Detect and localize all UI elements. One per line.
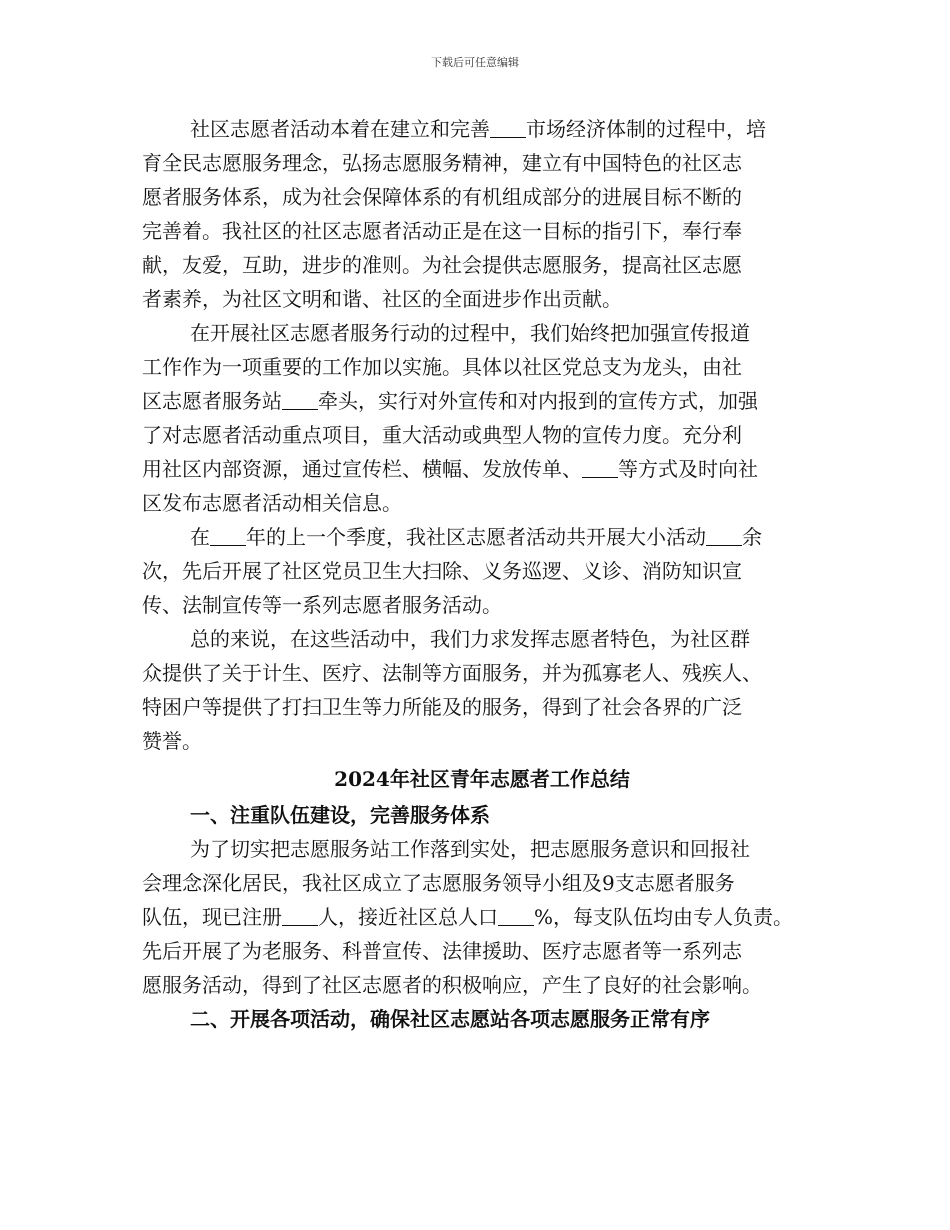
section-2-heading: 二、开展各项活动，确保社区志愿站各项志愿服务正常有序 xyxy=(190,1007,710,1031)
fill-in-blank xyxy=(282,905,318,926)
text-line: 愿服务活动，得到了社区志愿者的积极响应，产生了良好的社会影响。 xyxy=(142,973,762,997)
text-line: 完善着。我社区的社区志愿者活动正是在这一目标的指引下，奉行奉 xyxy=(142,219,742,243)
text-line: 众提供了关于计生、医疗、法制等方面服务，并为孤寡老人、残疾人、 xyxy=(142,661,762,685)
fill-in-blank xyxy=(706,525,742,546)
text-line: 区发布志愿者活动相关信息。 xyxy=(142,491,402,515)
text-line: 在开展社区志愿者服务行动的过程中，我们始终把加强宣传报道 xyxy=(190,321,750,345)
text-line: 特困户等提供了打扫卫生等力所能及的服务，得到了社会各界的广泛 xyxy=(142,695,742,719)
fill-in-blank xyxy=(210,525,246,546)
text-line: 献，友爱，互助，进步的准则。为社会提供志愿服务，提高社区志愿 xyxy=(142,253,742,277)
text-line: 在 年的上一个季度，我社区志愿者活动共开展大小活动 余 xyxy=(190,525,762,549)
fill-in-blank xyxy=(490,117,526,138)
header-note: 下载后可任意编辑 xyxy=(431,56,519,69)
text-line: 传、法制宣传等一系列志愿者服务活动。 xyxy=(142,593,502,617)
text-line: 会理念深化居民，我社区成立了志愿服务领导小组及9支志愿者服务 xyxy=(142,871,735,895)
text-line: 队伍，现已注册 人，接近社区总人口 %，每支队伍均由专人负责。 xyxy=(142,905,794,929)
text-line: 工作作为一项重要的工作加以实施。具体以社区党总支为龙头，由社 xyxy=(142,355,742,379)
text-line: 用社区内部资源，通过宣传栏、横幅、发放传单、 等方式及时向社 xyxy=(142,457,758,481)
text-line: 愿者服务体系，成为社会保障体系的有机组成部分的进展目标不断的 xyxy=(142,185,742,209)
text-line: 次，先后开展了社区党员卫生大扫除、义务巡逻、义诊、消防知识宣 xyxy=(142,559,742,583)
text-line: 赞誉。 xyxy=(142,729,202,753)
fill-in-blank xyxy=(498,905,534,926)
text-line: 育全民志愿服务理念，弘扬志愿服务精神，建立有中国特色的社区志 xyxy=(142,151,742,175)
text-line: 者素养，为社区文明和谐、社区的全面进步作出贡献。 xyxy=(142,287,622,311)
document-body xyxy=(142,112,822,1036)
fill-in-blank xyxy=(582,457,618,478)
paragraphs-part-2 xyxy=(142,832,822,1002)
text-line: 了对志愿者活动重点项目，重大活动或典型人物的宣传力度。充分利 xyxy=(142,423,742,447)
paragraphs-part-1 xyxy=(142,112,822,758)
section-1-heading: 一、注重队伍建设，完善服务体系 xyxy=(190,803,490,827)
text-line: 总的来说，在这些活动中，我们力求发挥志愿者特色，为社区群 xyxy=(190,627,750,651)
text-line: 区志愿者服务站 牵头，实行对外宣传和对内报到的宣传方式，加强 xyxy=(142,389,758,413)
document-title: 2024年社区青年志愿者工作总结 xyxy=(334,767,630,791)
text-line: 为了切实把志愿服务站工作落到实处，把志愿服务意识和回报社 xyxy=(190,837,750,861)
text-line: 先后开展了为老服务、科普宣传、法律援助、医疗志愿者等一系列志 xyxy=(142,939,742,963)
text-line: 社区志愿者活动本着在建立和完善 市场经济体制的过程中，培 xyxy=(190,117,766,141)
fill-in-blank xyxy=(282,389,318,410)
